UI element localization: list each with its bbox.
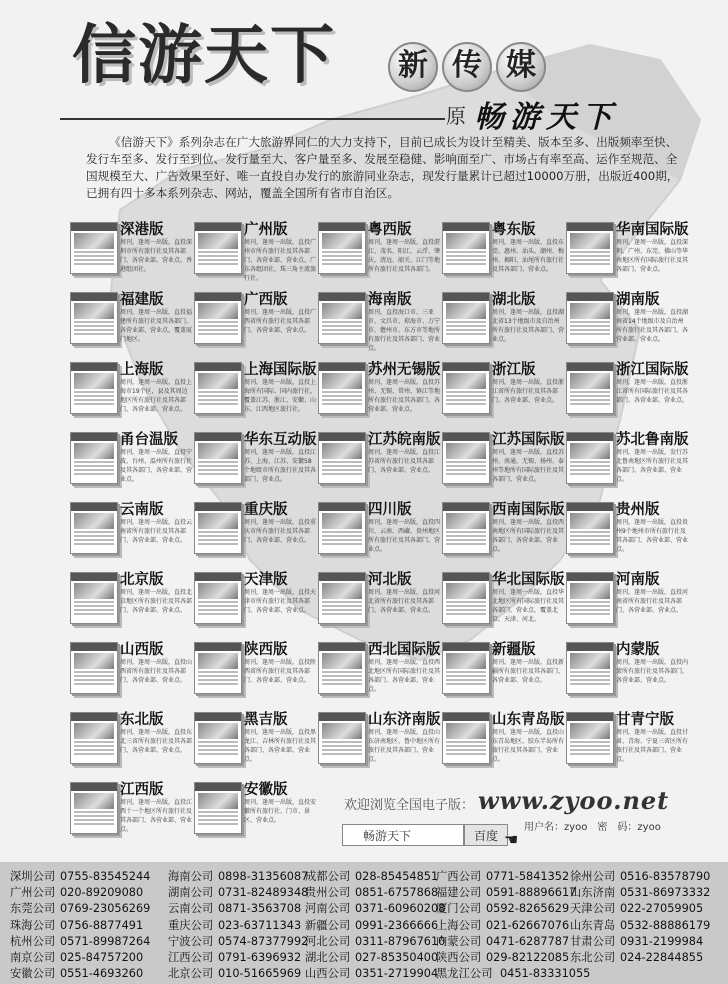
office-contact — [168, 949, 301, 965]
edition-name: 海南版 — [368, 292, 412, 308]
edition-card[interactable] — [566, 568, 688, 630]
office-name: 湖北公司 — [305, 951, 351, 964]
office-phone: 028-85454851 — [355, 870, 439, 883]
office-name: 上海公司 — [436, 918, 482, 932]
magazine-cover-thumbnail — [318, 642, 366, 694]
office-phone: 0311-87967610 — [355, 934, 446, 948]
edition-description: 周刊，逢周一出版，直投山西省所有旅行社及其各部门、各营业部、营业点。 — [120, 659, 193, 684]
magazine-cover-thumbnail — [566, 642, 614, 694]
edition-card[interactable] — [194, 288, 316, 350]
edition-card[interactable] — [70, 778, 192, 840]
edition-description: 周刊，逢周一出版，直投东北三省所有旅行社及其各部门、各营业部、营业点。 — [120, 729, 193, 754]
edition-name: 东北版 — [120, 712, 164, 728]
ebook-credentials: 用户名：zyoo 密 码：zyoo — [524, 822, 661, 833]
office-name: 东北公司 — [570, 951, 616, 964]
edition-card[interactable] — [194, 428, 316, 490]
office-name: 云南公司 — [168, 902, 214, 916]
edition-name: 江苏国际版 — [492, 432, 565, 448]
office-name: 陕西公司 — [436, 951, 482, 964]
edition-description: 周刊，逢周一出版，直投苏州、南通、无锡、扬州、泰州等地所有国际旅行社及其各部门、营业点。 — [492, 449, 565, 483]
magazine-cover-thumbnail — [442, 292, 490, 344]
office-phone: 0531-86973332 — [620, 886, 711, 900]
edition-name: 粤东版 — [492, 222, 536, 238]
edition-name: 上海版 — [120, 362, 164, 378]
office-contact — [436, 949, 569, 965]
magazine-cover-thumbnail — [318, 432, 366, 484]
office-phone: 0371-60960208 — [355, 902, 446, 916]
office-phone: 0769-23056269 — [60, 902, 151, 916]
edition-description: 周刊，逢周一出版，直投西北地区所有国际旅行社及其各部门、各营业部、营业点。 — [368, 659, 441, 693]
office-phone: 0791-6396932 — [218, 951, 302, 964]
office-phone: 0991-2366666 — [355, 918, 439, 932]
office-name: 天津公司 — [570, 902, 616, 916]
edition-description: 周刊，逢周一出版，直投北京地区所有旅行社及其各部门、各营业部、营业点。 — [120, 589, 193, 614]
office-name: 海南公司 — [168, 870, 214, 883]
office-contact — [10, 868, 150, 884]
office-name: 湖南公司 — [168, 886, 214, 900]
magazine-cover-thumbnail — [70, 642, 118, 694]
office-phone: 0592-8265629 — [486, 902, 570, 916]
edition-card[interactable] — [442, 218, 564, 280]
magazine-cover-thumbnail — [442, 572, 490, 624]
office-phone: 025-84757200 — [60, 951, 144, 964]
office-contact — [305, 900, 445, 916]
edition-card[interactable] — [566, 288, 688, 350]
edition-card[interactable] — [318, 288, 440, 350]
magazine-cover-thumbnail — [194, 292, 242, 344]
edition-description: 周刊，逢周一出版，直投湖南省14个地级市及自治州所有旅行社及其各部门、各营业部、营业点。 — [616, 309, 689, 343]
magazine-cover-thumbnail — [442, 432, 490, 484]
edition-card[interactable] — [318, 358, 440, 420]
edition-name: 黑吉版 — [244, 712, 288, 728]
office-name: 宁波公司 — [168, 934, 214, 948]
office-contact — [168, 884, 308, 900]
office-phone: 027-85350400 — [355, 951, 439, 964]
edition-card[interactable] — [318, 218, 440, 280]
office-contact — [570, 900, 703, 916]
office-name: 新疆公司 — [305, 918, 351, 932]
office-phone: 0516-83578790 — [620, 870, 711, 883]
edition-name: 浙江国际版 — [616, 362, 689, 378]
office-contact — [168, 933, 308, 949]
office-name: 广西公司 — [436, 870, 482, 883]
office-phone: 010-51665969 — [218, 967, 302, 981]
office-name: 徐州公司 — [570, 870, 616, 883]
edition-name: 西北国际版 — [368, 642, 441, 658]
edition-card[interactable] — [318, 428, 440, 490]
office-contact — [305, 884, 438, 900]
office-phone: 0756-8877491 — [60, 918, 144, 932]
edition-description: 周刊，逢周一出版，直投内蒙所有旅行社及其各部门、各营业部、营业点。 — [616, 659, 689, 684]
office-name: 江西公司 — [168, 951, 214, 964]
edition-name: 新疆版 — [492, 642, 536, 658]
office-contact — [10, 917, 143, 933]
edition-card[interactable] — [442, 638, 564, 700]
edition-card[interactable] — [318, 568, 440, 630]
office-phone: 0532-88886179 — [620, 918, 711, 932]
office-contact — [10, 884, 143, 900]
edition-card[interactable] — [566, 428, 688, 490]
edition-card[interactable] — [442, 498, 564, 560]
magazine-cover-thumbnail — [70, 432, 118, 484]
header — [0, 0, 728, 135]
edition-name: 广西版 — [244, 292, 288, 308]
magazine-cover-thumbnail — [194, 362, 242, 414]
office-name: 东莞公司 — [10, 902, 56, 916]
edition-name: 山西版 — [120, 642, 164, 658]
edition-name: 安徽版 — [244, 782, 288, 798]
office-contact — [10, 933, 150, 949]
magazine-cover-thumbnail — [566, 292, 614, 344]
office-name: 山东济南 — [570, 886, 616, 900]
edition-card[interactable] — [566, 638, 688, 700]
edition-name: 贵州版 — [616, 502, 660, 518]
magazine-cover-thumbnail — [442, 712, 490, 764]
office-phone: 023-63711343 — [218, 918, 302, 932]
intro-paragraph: 《信游天下》系列杂志在广大旅游界同仁的大力支持下，目前已成长为设计至精美、版本至多、出版频率至快、发行车至多、发行至到位、发行量至大、客户量至多、发展至稳健、影响面至广、市场占有率至高、运作至规范、全国规模至大、广告效果至好、唯一直投自办发行的旅游同业杂志，现发行量累计已超过10000万册，出版近400期，已拥有四十多本系列杂志、网站，覆盖全国所有省市自治区。 — [86, 135, 679, 200]
edition-card[interactable] — [194, 638, 316, 700]
edition-name: 西南国际版 — [492, 502, 565, 518]
edition-card[interactable] — [70, 428, 192, 490]
ebook-panel — [338, 786, 690, 850]
edition-card[interactable] — [566, 218, 688, 280]
edition-description: 周刊，逢周一出版，直投江苏省所有旅行社及其各部门、各营业部、营业点。 — [368, 449, 441, 474]
office-name: 北京公司 — [168, 967, 214, 981]
magazine-cover-thumbnail — [70, 572, 118, 624]
edition-name: 湖北版 — [492, 292, 536, 308]
office-phone: 0931-2199984 — [620, 934, 704, 948]
edition-description: 周刊，逢周一出版，直投黑龙江、吉林所有旅行社及其各部门、各营业部、营业点。 — [244, 729, 317, 763]
office-contact — [436, 917, 569, 933]
edition-name: 华东互动版 — [244, 432, 317, 448]
edition-description: 周刊，逢周一出版，直投河北省所有旅行社及其各部门、各营业部、营业点。 — [368, 589, 441, 614]
office-contact — [168, 900, 301, 916]
office-phone: 0771-5841352 — [486, 870, 570, 883]
magazine-cover-thumbnail — [194, 712, 242, 764]
magazine-cover-thumbnail — [70, 362, 118, 414]
edition-name: 江西版 — [120, 782, 164, 798]
edition-description: 周刊，逢周一出版，直投湖北省13个地级市及自治州所有旅行社及其各部门、营业点。 — [492, 309, 565, 343]
magazine-cover-thumbnail — [566, 432, 614, 484]
office-phone: 0551-4693260 — [60, 967, 144, 981]
office-name: 杭州公司 — [10, 934, 56, 948]
office-name: 黑龙江公司 — [436, 967, 493, 981]
search-input[interactable]: 畅游天下 — [342, 824, 464, 846]
magazine-cover-thumbnail — [194, 572, 242, 624]
magazine-cover-thumbnail — [566, 572, 614, 624]
office-contact — [168, 868, 308, 884]
magazine-cover-thumbnail — [442, 222, 490, 274]
edition-name: 河北版 — [368, 572, 412, 588]
office-name: 成都公司 — [305, 870, 351, 883]
office-contact — [570, 917, 710, 933]
office-name: 厦门公司 — [436, 902, 482, 916]
badge-char: 媒 — [496, 42, 546, 92]
edition-name: 四川版 — [368, 502, 412, 518]
edition-description: 周刊，逢周一出版，直投深圳、广州、东莞、佛山等华南地区所有国际旅行社及其各部门、营业点。 — [616, 239, 689, 273]
magazine-cover-thumbnail — [566, 362, 614, 414]
office-phone: 020-89209080 — [60, 886, 144, 900]
magazine-title: 信游天下 — [72, 19, 336, 93]
edition-card[interactable] — [442, 428, 564, 490]
office-name: 河南公司 — [305, 902, 351, 916]
edition-description: 周刊，逢周一出版，直投新疆所有旅行社及其各部门、各营业部、营业点。 — [492, 659, 565, 684]
office-contact — [570, 884, 710, 900]
edition-description: 周刊，逢周一出版，直投云南省所有旅行社及其各部门、各营业部、营业点。 — [120, 519, 193, 544]
magazine-cover-thumbnail — [70, 292, 118, 344]
magazine-cover-thumbnail — [318, 362, 366, 414]
magazine-cover-thumbnail — [194, 642, 242, 694]
magazine-cover-thumbnail — [194, 222, 242, 274]
magazine-cover-thumbnail — [318, 572, 366, 624]
office-phone: 0471-6287787 — [486, 934, 570, 948]
office-contact — [10, 965, 143, 981]
former-slogan: 畅游天下 — [474, 100, 618, 135]
office-phone: 021-62667076 — [486, 918, 570, 932]
office-contact — [168, 917, 301, 933]
edition-description: 周刊，逢周一出版，直投重庆市所有旅行社及其各部门、各营业部、营业点。 — [244, 519, 317, 544]
office-name: 南京公司 — [10, 951, 56, 964]
magazine-cover-thumbnail — [318, 292, 366, 344]
office-contact — [168, 965, 301, 981]
edition-card[interactable] — [70, 568, 192, 630]
edition-card[interactable] — [442, 288, 564, 350]
office-phone: 0851-6757868 — [355, 886, 439, 900]
edition-description: 周刊，直投海口市、三亚市、文昌市、琼海市、万宁市、儋州市、东方市等地所有旅行社及其各部门、营业点。 — [368, 309, 441, 352]
edition-description: 周刊，逢周一出版，直投江苏、上海、江苏、安徽58个地级市所有旅行社及其各部门、营业点。 — [244, 449, 317, 483]
edition-card[interactable] — [566, 708, 688, 770]
edition-description: 周刊，逢周一出版，直投陕西省所有旅行社及其各部门、各营业部、营业点。 — [244, 659, 317, 684]
magazine-cover-thumbnail — [194, 502, 242, 554]
edition-card[interactable] — [566, 498, 688, 560]
office-contact — [570, 949, 703, 965]
edition-card[interactable] — [70, 358, 192, 420]
edition-description: 周刊，逢周一出版，直投湛江、茂名、阳江、云浮、肇庆、清远、韶关、江门等地所有旅行社及其各部门。 — [368, 239, 441, 273]
edition-card[interactable] — [194, 218, 316, 280]
edition-card[interactable] — [70, 708, 192, 770]
edition-description: 周刊，逢周一出版，直投甘肃、青海、宁夏三省区所有旅行社及其各部门、营业点。 — [616, 729, 689, 763]
edition-description: 周刊，逢周一出版，直投四川、云南、西藏、贵州地区所有旅行社及其各部门、营业点。 — [368, 519, 441, 553]
edition-name: 甬台温版 — [120, 432, 178, 448]
edition-card[interactable] — [194, 778, 316, 840]
office-name: 山东青岛 — [570, 918, 616, 932]
magazine-cover-thumbnail — [194, 782, 242, 834]
office-contact — [10, 900, 150, 916]
edition-card[interactable] — [70, 218, 192, 280]
edition-description: 周刊，逢周一出版，直投天津市所有旅行社及其各部门、各营业部、营业点。 — [244, 589, 317, 614]
edition-card[interactable] — [442, 708, 564, 770]
magazine-cover-thumbnail — [566, 222, 614, 274]
edition-name: 湖南版 — [616, 292, 660, 308]
edition-description: 周刊，逢周一出版，直投宁波、台州、温州所有旅行社及其各部门、各营业部、营业点。 — [120, 449, 193, 483]
office-name: 广州公司 — [10, 886, 56, 900]
edition-card[interactable] — [442, 358, 564, 420]
edition-description: 周刊，逢周一出版，直投安徽所有旅行社、门市、景区、营业点。 — [244, 799, 317, 824]
edition-description: 周刊，逢周一出版，直投苏州、无锡、常州、镇江等地所有旅行社及其各部门、各营业部、营业点。 — [368, 379, 441, 413]
edition-name: 陕西版 — [244, 642, 288, 658]
office-contact — [305, 917, 438, 933]
edition-card[interactable] — [318, 708, 440, 770]
edition-description: 周刊，逢周一出版，直投东莞、惠州、汕头、潮州、梅州、揭阳、汕尾所有旅行社及其各部门、营业点。 — [492, 239, 565, 273]
office-contact — [570, 933, 703, 949]
edition-name: 浙江版 — [492, 362, 536, 378]
magazine-cover-thumbnail — [566, 712, 614, 764]
magazine-cover-thumbnail — [442, 502, 490, 554]
edition-name: 粤西版 — [368, 222, 412, 238]
baidu-search-button[interactable]: 百度 — [464, 824, 508, 846]
office-name: 安徽公司 — [10, 967, 56, 981]
edition-name: 福建版 — [120, 292, 164, 308]
edition-description: 周刊，逢周一出版，直投江西十一个地区所有旅行社及其各部门、各营业部、营业点。 — [120, 799, 193, 833]
office-phone: 024-22844855 — [620, 951, 704, 964]
edition-description: 周刊，逢周一出版，直投上海所有国际、国内旅行社，覆盖江苏、浙江、安徽、山东、江西地区旅行社。 — [244, 379, 317, 413]
office-contacts — [0, 862, 728, 984]
edition-card[interactable] — [70, 498, 192, 560]
edition-description: 周刊，逢周一出版，直投深圳市所有旅行社及其各部门、各营业部、营业点，香港组团社。 — [120, 239, 193, 273]
magazine-cover-thumbnail — [566, 502, 614, 554]
magazine-cover-thumbnail — [442, 642, 490, 694]
office-phone: 022-27059905 — [620, 902, 704, 916]
office-contact — [436, 965, 590, 981]
edition-card[interactable] — [194, 358, 316, 420]
edition-description: 周刊，逢周一出版，直投上海市19个区，县及其周边地区所有旅行社及其各部门、各营业部、营业点。 — [120, 379, 193, 413]
office-phone: 0731-82489348 — [218, 886, 309, 900]
new-media-badges — [388, 42, 546, 92]
office-phone: 0571-89987264 — [60, 934, 151, 948]
office-contact — [305, 965, 438, 981]
edition-card[interactable] — [318, 638, 440, 700]
edition-description: 周刊，逢周一出版，直投广州市所有旅行社及其各部门、各营业部、营业点，广东各组团社，珠三角主流旅行社。 — [244, 239, 317, 282]
hand-cursor-icon: ☚ — [504, 830, 519, 849]
office-name: 山西公司 — [305, 967, 351, 981]
office-phone: 0574-87377992 — [218, 934, 309, 948]
edition-name: 河南版 — [616, 572, 660, 588]
office-phone: 0351-2719904 — [355, 967, 439, 981]
edition-name: 山东青岛版 — [492, 712, 565, 728]
edition-description: 周刊，逢周一出版，直投华北地区所有国际旅行社及其各部门、营业点，覆盖北京、天津、河北。 — [492, 589, 565, 623]
edition-name: 苏北鲁南版 — [616, 432, 689, 448]
edition-name: 深港版 — [120, 222, 164, 238]
ebook-label: 欢迎浏览全国电子版： — [344, 798, 475, 813]
edition-description: 周刊，逢周一出版，发行苏北鲁南地区所有旅行社及其各部门、各营业部、营业点。 — [616, 449, 689, 483]
magazine-cover-thumbnail — [318, 502, 366, 554]
edition-card[interactable] — [194, 498, 316, 560]
office-name: 河北公司 — [305, 934, 351, 948]
magazine-cover-thumbnail — [442, 362, 490, 414]
edition-name: 华南国际版 — [616, 222, 689, 238]
edition-description: 周刊，逢周一出版，直投山东青岛地区、胶东半岛所有旅行社及其各部门、营业点。 — [492, 729, 565, 763]
office-name: 内蒙公司 — [436, 934, 482, 948]
edition-name: 江苏皖南版 — [368, 432, 441, 448]
office-contact — [305, 933, 445, 949]
office-contact — [436, 884, 576, 900]
edition-card[interactable] — [194, 708, 316, 770]
edition-description: 周刊，逢周一出版，直投浙江省所有国际旅行社及其各部门、各营业部、营业点。 — [616, 379, 689, 404]
edition-card[interactable] — [70, 638, 192, 700]
magazine-cover-thumbnail — [70, 782, 118, 834]
office-contact — [305, 868, 438, 884]
office-name: 甘肃公司 — [570, 934, 616, 948]
badge-char: 传 — [442, 42, 492, 92]
magazine-cover-thumbnail — [318, 222, 366, 274]
edition-name: 苏州无锡版 — [368, 362, 441, 378]
office-phone: 0591-88896617 — [486, 886, 577, 900]
edition-description: 周刊，逢周一出版，直投贵州9个地州市所有旅行社及其各部门、各营业部、营业点。 — [616, 519, 689, 553]
edition-description: 周刊，逢周一出版，直投山东济南地区、鲁中地区所有旅行社及其各部门、营业点。 — [368, 729, 441, 763]
edition-name: 上海国际版 — [244, 362, 317, 378]
office-name: 福建公司 — [436, 886, 482, 900]
edition-card[interactable] — [70, 288, 192, 350]
office-phone: 029-82122085 — [486, 951, 570, 964]
edition-description: 周刊，逢周一出版，直投广西省所有旅行社及其各部门、各营业部、营业点。 — [244, 309, 317, 334]
office-name: 珠海公司 — [10, 918, 56, 932]
edition-description: 周刊，逢周一出版，直投福建所有旅行社及其各部门、各营业部、营业点，覆盖厦门地区。 — [120, 309, 193, 343]
magazine-cover-thumbnail — [318, 712, 366, 764]
office-phone: 0755-83545244 — [60, 870, 151, 883]
badge-char: 新 — [388, 42, 438, 92]
edition-name: 北京版 — [120, 572, 164, 588]
edition-description: 周刊，逢周一出版，直投西南地区所有国际旅行社及其各部门、各营业部、营业点。 — [492, 519, 565, 553]
office-phone: 0871-3563708 — [218, 902, 302, 916]
office-name: 深圳公司 — [10, 870, 56, 883]
office-name: 重庆公司 — [168, 918, 214, 932]
edition-name: 广州版 — [244, 222, 288, 238]
office-name: 贵州公司 — [305, 886, 351, 900]
edition-card[interactable] — [566, 358, 688, 420]
magazine-cover-thumbnail — [70, 502, 118, 554]
office-phone: 0451-83331055 — [500, 967, 591, 981]
edition-name: 山东济南版 — [368, 712, 441, 728]
magazine-cover-thumbnail — [70, 712, 118, 764]
office-contact — [10, 949, 143, 965]
office-contact — [305, 949, 438, 965]
edition-description: 周刊，逢周一出版，直投河南省所有旅行社及其各部门、各营业部、营业点。 — [616, 589, 689, 614]
magazine-cover-thumbnail — [194, 432, 242, 484]
edition-card[interactable] — [442, 568, 564, 630]
title-underline — [60, 118, 445, 120]
edition-name: 天津版 — [244, 572, 288, 588]
edition-description: 周刊，逢周一出版，直投浙江省所有旅行社及其各部门、各营业部、营业点。 — [492, 379, 565, 404]
ebook-url-link[interactable]: www.zyoo.net — [478, 786, 670, 815]
edition-name: 重庆版 — [244, 502, 288, 518]
office-phone: 0898-31356087 — [218, 870, 309, 883]
edition-card[interactable] — [194, 568, 316, 630]
edition-name: 内蒙版 — [616, 642, 660, 658]
office-contact — [436, 933, 569, 949]
edition-name: 甘青宁版 — [616, 712, 674, 728]
office-contact — [436, 868, 569, 884]
edition-name: 华北国际版 — [492, 572, 565, 588]
office-contact — [436, 900, 569, 916]
edition-card[interactable] — [318, 498, 440, 560]
former-label: 原 — [446, 104, 466, 128]
edition-name: 云南版 — [120, 502, 164, 518]
magazine-cover-thumbnail — [70, 222, 118, 274]
office-contact — [570, 868, 710, 884]
